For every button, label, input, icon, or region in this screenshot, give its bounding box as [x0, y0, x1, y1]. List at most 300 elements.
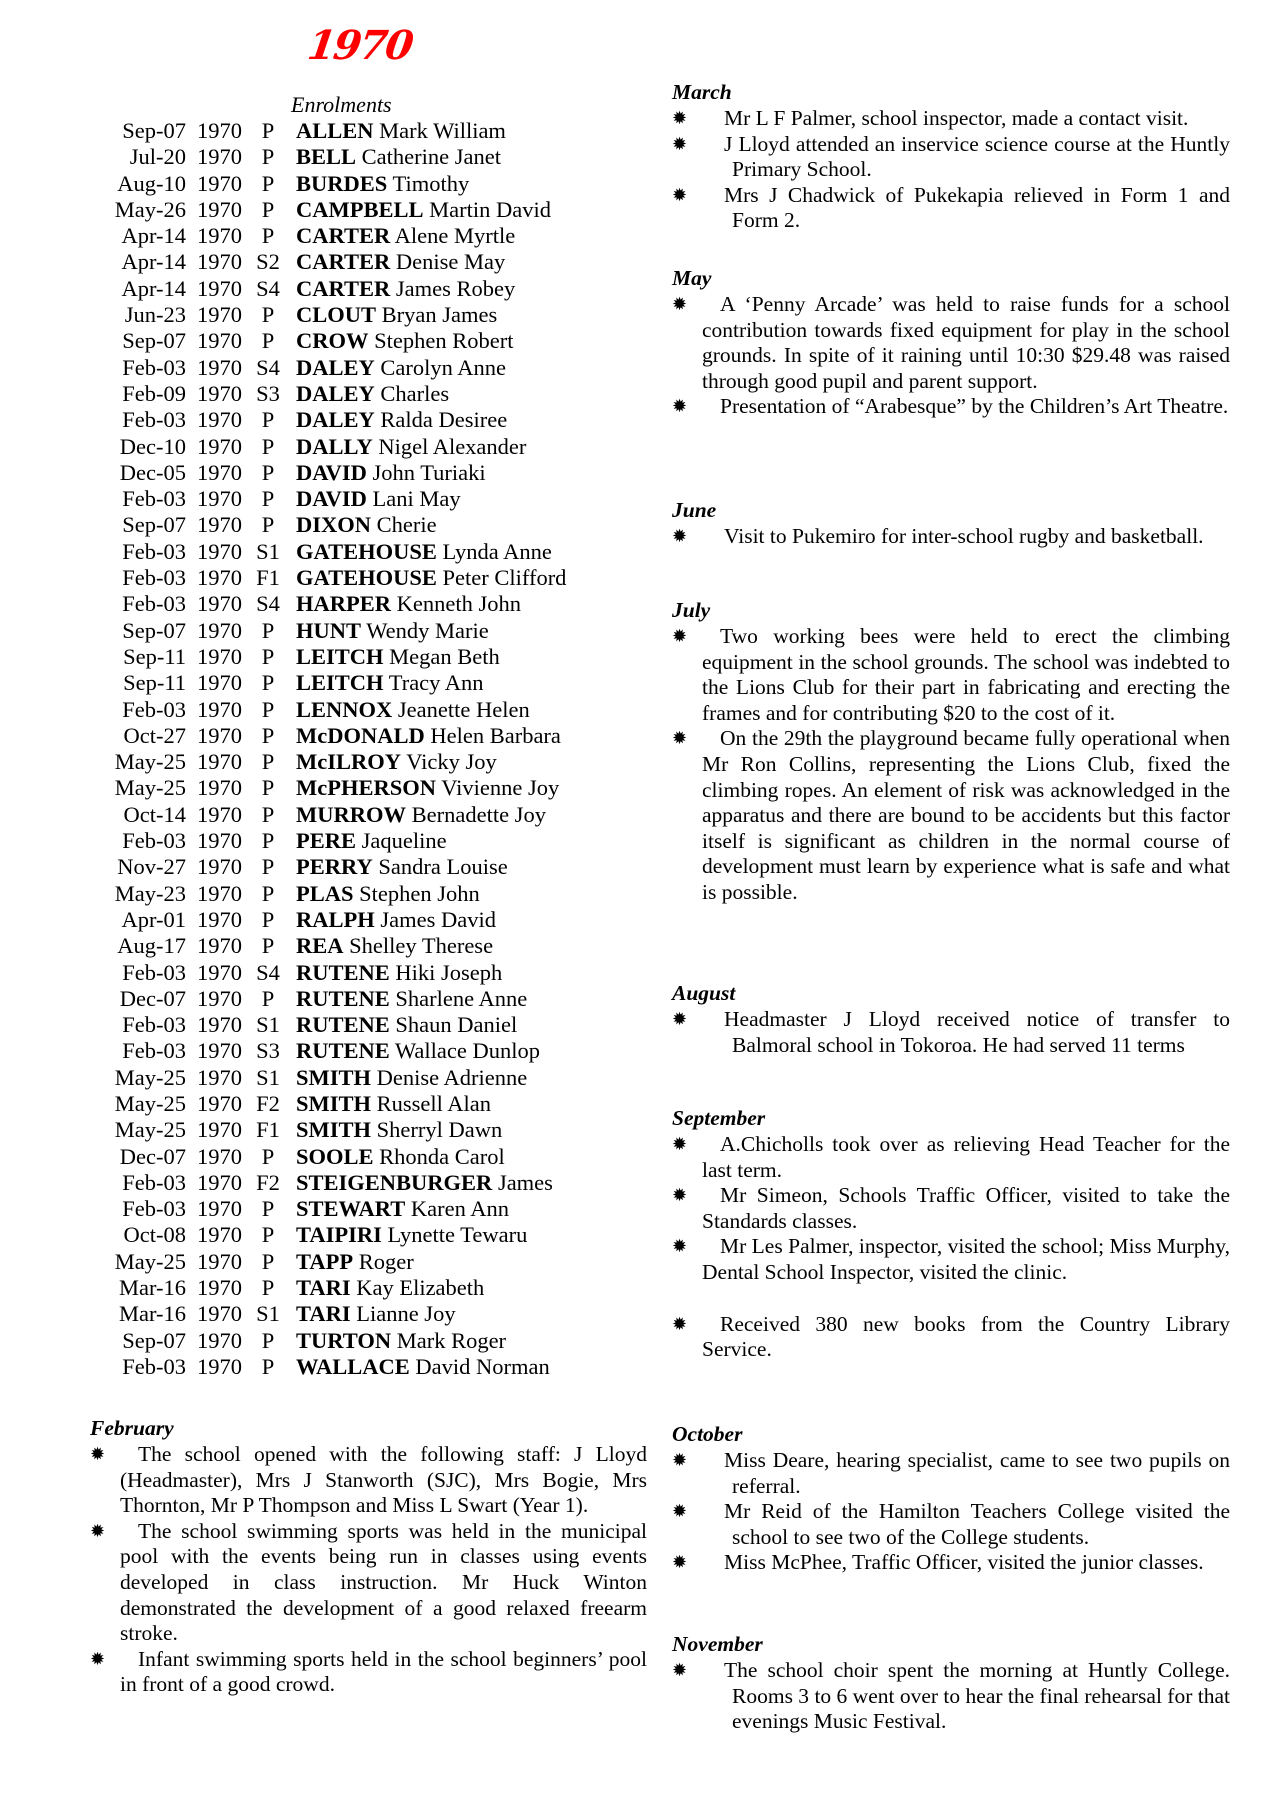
enrolment-year: 1970 — [197, 722, 242, 748]
enrolment-class: P — [261, 854, 275, 880]
enrolment-row — [90, 302, 650, 328]
month-heading: June — [672, 498, 717, 522]
enrolment-name — [290, 749, 497, 775]
surname: TAIPIRI — [296, 1222, 382, 1248]
enrolment-class: S4 — [256, 275, 280, 301]
given-names: Lani May — [372, 486, 461, 512]
event-item: ✹ Received 380 new books from the Country Library Service. — [672, 1311, 1230, 1362]
event-item: ✹ Mr Reid of the Hamilton Teachers College visited the school to see two of the College students. — [672, 1499, 1230, 1549]
enrolment-row — [90, 618, 650, 644]
enrolment-name — [290, 1144, 505, 1170]
enrolment-row — [90, 565, 650, 591]
enrolment-name — [290, 802, 546, 828]
given-names: Karen Ann — [410, 1196, 509, 1222]
surname: LENNOX — [296, 696, 393, 722]
enrolment-row — [90, 854, 650, 880]
given-names: Kenneth John — [396, 591, 521, 617]
enrolment-date: Feb-03 — [122, 538, 186, 564]
enrolment-year: 1970 — [197, 1275, 242, 1301]
enrolment-year: 1970 — [197, 1064, 242, 1090]
enrolment-year: 1970 — [197, 1222, 242, 1248]
enrolment-name — [290, 1222, 527, 1248]
enrolment-class: P — [261, 512, 275, 538]
enrolment-class: P — [261, 407, 275, 433]
enrolment-class: P — [261, 985, 275, 1011]
enrolment-year: 1970 — [197, 643, 242, 669]
enrolment-row — [90, 276, 650, 302]
enrolment-date: Aug-17 — [117, 933, 186, 959]
star-bullet-icon: ✹ — [90, 1444, 106, 1464]
enrolment-name — [290, 591, 521, 617]
enrolment-date: Aug-10 — [117, 170, 186, 196]
given-names: Denise May — [395, 249, 506, 275]
enrolment-date: Dec-05 — [119, 459, 186, 485]
enrolment-year: 1970 — [197, 486, 242, 512]
surname: CARTER — [296, 249, 391, 275]
surname: SMITH — [296, 1090, 372, 1116]
given-names: Cherie — [376, 512, 437, 538]
given-names: Timothy — [392, 170, 470, 196]
surname: RALPH — [296, 906, 375, 932]
enrolment-year: 1970 — [197, 328, 242, 354]
surname: RUTENE — [296, 959, 390, 985]
enrolment-row — [90, 644, 650, 670]
enrolment-class: P — [261, 670, 275, 696]
enrolment-year: 1970 — [197, 1117, 242, 1143]
enrolment-year: 1970 — [197, 144, 242, 170]
enrolment-class: P — [261, 433, 275, 459]
event-item: ✹ Mr Les Palmer, inspector, visited the school; Miss Murphy, Dental School Inspector, visited the clinic. — [672, 1234, 1230, 1284]
enrolment-row — [90, 1170, 650, 1196]
given-names: Wendy Marie — [366, 617, 489, 643]
event-item: ✹ Mr Simeon, Schools Traffic Officer, visited to take the Standards classes. — [672, 1183, 1230, 1233]
event-item: ✹ Miss McPhee, Traffic Officer, visited the junior classes. — [672, 1550, 1204, 1575]
enrolment-row — [90, 1038, 650, 1064]
section-november — [672, 1632, 1230, 1735]
event-item: ✹ On the 29th the playground became fully operational when Mr Ron Collins, representing the Lions Club, fixed the climbing ropes. An element of risk was acknowledged in the apparatus and there are bound to be accidents but this factor itself is significant as children in the normal course of development must learn by experience what is safe and what is possible. — [672, 726, 1230, 904]
enrolment-date: Sep-07 — [122, 118, 186, 143]
enrolment-date: Apr-01 — [121, 906, 186, 932]
given-names: Hiki Joseph — [395, 959, 503, 985]
month-heading: March — [672, 80, 732, 104]
surname: SMITH — [296, 1064, 372, 1090]
enrolment-name — [290, 460, 486, 486]
enrolment-row — [90, 986, 650, 1012]
given-names: James Robey — [395, 275, 516, 301]
given-names: Stephen Robert — [374, 328, 514, 354]
surname: BURDES — [296, 170, 388, 196]
enrolment-row — [90, 881, 650, 907]
enrolment-row — [90, 355, 650, 381]
given-names: Megan Beth — [389, 643, 500, 669]
given-names: Helen Barbara — [430, 722, 561, 748]
enrolment-name — [290, 907, 496, 933]
surname: TARI — [296, 1301, 351, 1327]
star-bullet-icon: ✹ — [672, 294, 688, 314]
enrolment-year: 1970 — [197, 959, 242, 985]
enrolment-date: Feb-03 — [122, 1169, 186, 1195]
enrolment-date: Feb-03 — [122, 486, 186, 512]
enrolment-date: Apr-14 — [121, 275, 186, 301]
enrolment-class: F1 — [256, 1117, 280, 1143]
given-names: David Norman — [415, 1353, 550, 1379]
enrolment-class: P — [261, 486, 275, 512]
given-names: Jaqueline — [361, 828, 447, 854]
enrolment-class: S4 — [256, 959, 280, 985]
enrolment-row — [90, 328, 650, 354]
star-bullet-icon: ✹ — [672, 526, 688, 546]
enrolment-year: 1970 — [197, 565, 242, 591]
enrolment-name — [290, 144, 501, 170]
enrolment-date: May-25 — [114, 1117, 186, 1143]
enrolment-year: 1970 — [197, 749, 242, 775]
enrolment-class: S3 — [256, 380, 280, 406]
enrolment-class: P — [261, 302, 275, 328]
month-heading: November — [672, 1632, 763, 1656]
star-bullet-icon: ✹ — [672, 1501, 688, 1522]
enrolment-row — [90, 670, 650, 696]
given-names: Sherryl Dawn — [376, 1117, 503, 1143]
enrolment-class: P — [261, 696, 275, 722]
enrolment-name — [290, 854, 508, 880]
enrolment-row — [90, 1328, 650, 1354]
enrolment-name — [290, 328, 513, 354]
star-bullet-icon: ✹ — [672, 1552, 688, 1573]
surname: BELL — [296, 144, 357, 170]
surname: MURROW — [296, 801, 406, 827]
enrolment-year: 1970 — [197, 775, 242, 801]
enrolment-class: P — [261, 1196, 275, 1222]
star-bullet-icon: ✹ — [672, 1185, 688, 1206]
given-names: Tracy Ann — [388, 670, 484, 696]
star-bullet-icon: ✹ — [90, 1648, 106, 1669]
enrolment-year: 1970 — [197, 1090, 242, 1116]
enrolment-row — [90, 249, 650, 275]
surname: TURTON — [296, 1327, 392, 1353]
enrolment-row — [90, 1117, 650, 1143]
month-heading: October — [672, 1422, 743, 1446]
enrolment-row — [90, 1012, 650, 1038]
enrolment-year: 1970 — [197, 1196, 242, 1222]
month-heading: February — [90, 1416, 174, 1440]
given-names: Denise Adrienne — [376, 1064, 528, 1090]
enrolment-row — [90, 144, 650, 170]
enrolment-date: Apr-14 — [121, 249, 186, 275]
enrolment-name — [290, 618, 489, 644]
surname: RUTENE — [296, 1038, 390, 1064]
given-names: Bryan James — [381, 302, 498, 328]
enrolment-row — [90, 775, 650, 801]
enrolment-name — [290, 197, 551, 223]
surname: CAMPBELL — [296, 196, 424, 222]
given-names: Rhonda Carol — [379, 1143, 505, 1169]
section-june — [672, 498, 1230, 550]
enrolment-year: 1970 — [197, 985, 242, 1011]
enrolment-year: 1970 — [197, 407, 242, 433]
enrolment-date: May-25 — [114, 1064, 186, 1090]
enrolment-date: May-26 — [114, 196, 186, 222]
surname: TAPP — [296, 1248, 354, 1274]
enrolment-date: Sep-07 — [122, 512, 186, 538]
enrolment-class: P — [261, 459, 275, 485]
enrolment-row — [90, 749, 650, 775]
surname: HUNT — [296, 617, 362, 643]
enrolment-name — [290, 1354, 550, 1380]
star-bullet-icon: ✹ — [672, 1134, 688, 1154]
event-item: ✹ Infant swimming sports held in the school beginners’ pool in front of a good crowd. — [90, 1646, 647, 1697]
given-names: Vivienne Joy — [441, 775, 560, 801]
enrolment-row — [90, 118, 650, 144]
enrolment-row — [90, 1091, 650, 1117]
surname: CLOUT — [296, 302, 377, 328]
enrolment-class: F2 — [256, 1169, 280, 1195]
enrolment-date: Feb-03 — [122, 696, 186, 722]
enrolment-date: Oct-14 — [123, 801, 186, 827]
star-bullet-icon: ✹ — [672, 184, 688, 205]
given-names: Shelley Therese — [349, 933, 494, 959]
given-names: Nigel Alexander — [378, 433, 527, 459]
surname: RUTENE — [296, 985, 390, 1011]
given-names: Lynette Tewaru — [387, 1222, 528, 1248]
year-title: 1970 — [304, 22, 415, 69]
enrolment-name — [290, 881, 480, 907]
enrolment-name — [290, 1275, 484, 1301]
surname: RUTENE — [296, 1012, 390, 1038]
enrolment-class: P — [261, 144, 275, 170]
enrolment-year: 1970 — [197, 906, 242, 932]
given-names: Ralda Desiree — [380, 407, 508, 433]
enrolment-date: Mar-16 — [118, 1301, 186, 1327]
month-heading: September — [672, 1106, 766, 1130]
enrolment-date: May-25 — [114, 749, 186, 775]
surname: SMITH — [296, 1117, 372, 1143]
enrolment-name — [290, 644, 500, 670]
enrolment-date: Feb-03 — [122, 828, 186, 854]
enrolment-class: S4 — [256, 591, 280, 617]
enrolment-class: S1 — [256, 1064, 280, 1090]
event-item: ✹ A.Chicholls took over as relieving Head Teacher for the last term. — [672, 1132, 1230, 1182]
enrolment-class: P — [261, 118, 275, 143]
given-names: John Turiaki — [372, 459, 486, 485]
section-august — [672, 981, 1230, 1058]
section-february — [90, 1416, 647, 1698]
enrolment-class: F1 — [256, 565, 280, 591]
enrolment-year: 1970 — [197, 828, 242, 854]
surname: GATEHOUSE — [296, 538, 437, 564]
enrolment-date: Dec-10 — [119, 433, 186, 459]
enrolment-name — [290, 933, 493, 959]
given-names: Sharlene Anne — [395, 985, 528, 1011]
enrolment-date: Feb-03 — [122, 1012, 186, 1038]
surname: DIXON — [296, 512, 372, 538]
enrolment-year: 1970 — [197, 696, 242, 722]
enrolment-name — [290, 171, 469, 197]
enrolment-year: 1970 — [197, 880, 242, 906]
enrolment-date: Feb-03 — [122, 354, 186, 380]
enrolment-name — [290, 486, 461, 512]
enrolment-name — [290, 1301, 456, 1327]
enrolment-year: 1970 — [197, 459, 242, 485]
enrolment-date: Nov-27 — [117, 854, 186, 880]
surname: ALLEN — [296, 118, 374, 143]
enrolment-year: 1970 — [197, 170, 242, 196]
enrolment-date: Mar-16 — [118, 1275, 186, 1301]
surname: DALLY — [296, 433, 373, 459]
enrolment-date: May-25 — [114, 1090, 186, 1116]
surname: CARTER — [296, 223, 391, 249]
surname: LEITCH — [296, 643, 384, 669]
section-july — [672, 598, 1230, 906]
enrolment-date: Feb-09 — [122, 380, 186, 406]
enrolment-year: 1970 — [197, 354, 242, 380]
enrolment-name — [290, 118, 506, 144]
enrolment-year: 1970 — [197, 617, 242, 643]
enrolment-class: S1 — [256, 1301, 280, 1327]
enrolment-row — [90, 197, 650, 223]
enrolment-date: Sep-11 — [123, 670, 186, 696]
enrolment-class: P — [261, 223, 275, 249]
enrolment-row — [90, 591, 650, 617]
enrolment-class: P — [261, 801, 275, 827]
event-item: ✹ Mrs J Chadwick of Pukekapia relieved in Form 1 and Form 2. — [672, 182, 1230, 233]
enrolment-year: 1970 — [197, 196, 242, 222]
enrolment-row — [90, 802, 650, 828]
enrolment-year: 1970 — [197, 1169, 242, 1195]
star-bullet-icon: ✹ — [672, 1009, 688, 1029]
enrolment-row — [90, 1249, 650, 1275]
star-bullet-icon: ✹ — [672, 108, 688, 128]
event-item: ✹ J Lloyd attended an inservice science course at the Huntly Primary School. — [672, 131, 1230, 182]
surname: DAVID — [296, 486, 367, 512]
star-bullet-icon: ✹ — [672, 1450, 688, 1470]
enrolment-class: P — [261, 1327, 275, 1353]
enrolment-row — [90, 697, 650, 723]
surname: McILROY — [296, 749, 401, 775]
enrolment-date: Feb-03 — [122, 407, 186, 433]
enrolment-date: Jun-23 — [124, 302, 186, 328]
given-names: Peter Clifford — [442, 565, 567, 591]
enrolment-row — [90, 434, 650, 460]
given-names: Roger — [358, 1248, 414, 1274]
event-item: ✹ A ‘Penny Arcade’ was held to raise funds for a school contribution towards fixed equipment for play in the school grounds. In spite of it raining until 10:30 $29.48 was raised through good pupil and parent support. — [672, 292, 1230, 393]
enrolment-year: 1970 — [197, 1301, 242, 1327]
enrolment-row — [90, 171, 650, 197]
enrolment-class: P — [261, 722, 275, 748]
enrolment-row — [90, 1144, 650, 1170]
enrolment-class: P — [261, 933, 275, 959]
enrolment-row — [90, 1222, 650, 1248]
enrolment-year: 1970 — [197, 433, 242, 459]
given-names: Russell Alan — [376, 1090, 492, 1116]
given-names: Vicky Joy — [406, 749, 497, 775]
surname: WALLACE — [296, 1353, 410, 1379]
enrolment-name — [290, 1196, 509, 1222]
enrolment-date: Feb-03 — [122, 959, 186, 985]
enrolment-year: 1970 — [197, 801, 242, 827]
enrolment-class: P — [261, 1222, 275, 1248]
event-item: ✹ Two working bees were held to erect the climbing equipment in the school grounds. The school was indebted to the Lions Club for their part in fabricating and erecting the frames and for contributing $20 to the cost of it. — [672, 624, 1230, 725]
enrolment-name — [290, 512, 437, 538]
enrolment-row — [90, 1196, 650, 1222]
given-names: James — [497, 1169, 553, 1195]
enrolment-name — [290, 775, 559, 801]
enrolment-year: 1970 — [197, 1327, 242, 1353]
event-item: ✹ The school choir spent the morning at Huntly College. Rooms 3 to 6 went over to hear the final rehearsal for that evenings Music Festival. — [672, 1658, 1230, 1734]
enrolment-name — [290, 249, 505, 275]
enrolment-name — [290, 1170, 553, 1196]
enrolment-year: 1970 — [197, 1012, 242, 1038]
event-item: ✹ Headmaster J Lloyd received notice of transfer to Balmoral school in Tokoroa. He had served 11 terms — [672, 1007, 1230, 1057]
enrolment-row — [90, 460, 650, 486]
event-item: ✹ Visit to Pukemiro for inter-school rugby and basketball. — [672, 524, 1204, 548]
event-item: ✹ Presentation of “Arabesque” by the Children’s Art Theatre. — [672, 394, 1229, 419]
enrolment-date: Feb-03 — [122, 1038, 186, 1064]
star-bullet-icon: ✹ — [90, 1520, 106, 1541]
enrolment-name — [290, 1038, 540, 1064]
surname: PERE — [296, 828, 357, 854]
enrolment-class: P — [261, 1248, 275, 1274]
given-names: Martin David — [429, 196, 551, 222]
surname: CROW — [296, 328, 369, 354]
enrolment-date: Feb-03 — [122, 1196, 186, 1222]
enrolment-date: May-25 — [114, 1248, 186, 1274]
section-may — [672, 266, 1230, 420]
enrolment-row — [90, 223, 650, 249]
surname: STEIGENBURGER — [296, 1169, 493, 1195]
enrolment-name — [290, 986, 527, 1012]
star-bullet-icon: ✹ — [672, 396, 688, 417]
enrolment-year: 1970 — [197, 1038, 242, 1064]
surname: CARTER — [296, 275, 391, 301]
enrolment-row — [90, 907, 650, 933]
given-names: Catherine Janet — [361, 144, 501, 170]
given-names: Charles — [380, 380, 450, 406]
enrolment-year: 1970 — [197, 933, 242, 959]
enrolment-date: Sep-07 — [122, 1327, 186, 1353]
month-heading: May — [672, 266, 712, 290]
surname: LEITCH — [296, 670, 384, 696]
section-october — [672, 1422, 1230, 1576]
enrolment-row — [90, 1301, 650, 1327]
surname: GATEHOUSE — [296, 565, 437, 591]
surname: PERRY — [296, 854, 373, 880]
enrolment-name — [290, 276, 515, 302]
section-march — [672, 80, 1230, 234]
enrolment-row — [90, 539, 650, 565]
star-bullet-icon: ✹ — [672, 1313, 688, 1334]
enrolment-name — [290, 1117, 502, 1143]
given-names: James David — [380, 906, 496, 932]
enrolment-name — [290, 1328, 506, 1354]
enrolment-year: 1970 — [197, 223, 242, 249]
given-names: Lianne Joy — [356, 1301, 456, 1327]
enrolment-name — [290, 223, 515, 249]
given-names: Jeanette Helen — [397, 696, 530, 722]
event-item: ✹ The school swimming sports was held in the municipal pool with the events being run in classes using events developed in class instruction. Mr Huck Winton demonstrated the development of a good relaxed freearm stroke. — [90, 1518, 647, 1646]
given-names: Kay Elizabeth — [356, 1275, 485, 1301]
enrolment-name — [290, 407, 507, 433]
given-names: Stephen John — [359, 880, 480, 906]
surname: DAVID — [296, 459, 367, 485]
enrolment-year: 1970 — [197, 302, 242, 328]
enrolment-row — [90, 1065, 650, 1091]
given-names: Lynda Anne — [442, 538, 552, 564]
given-names: Wallace Dunlop — [395, 1038, 541, 1064]
star-bullet-icon: ✹ — [672, 728, 688, 749]
enrolment-name — [290, 828, 447, 854]
enrolment-class: P — [261, 880, 275, 906]
enrolment-class: S3 — [256, 1038, 280, 1064]
